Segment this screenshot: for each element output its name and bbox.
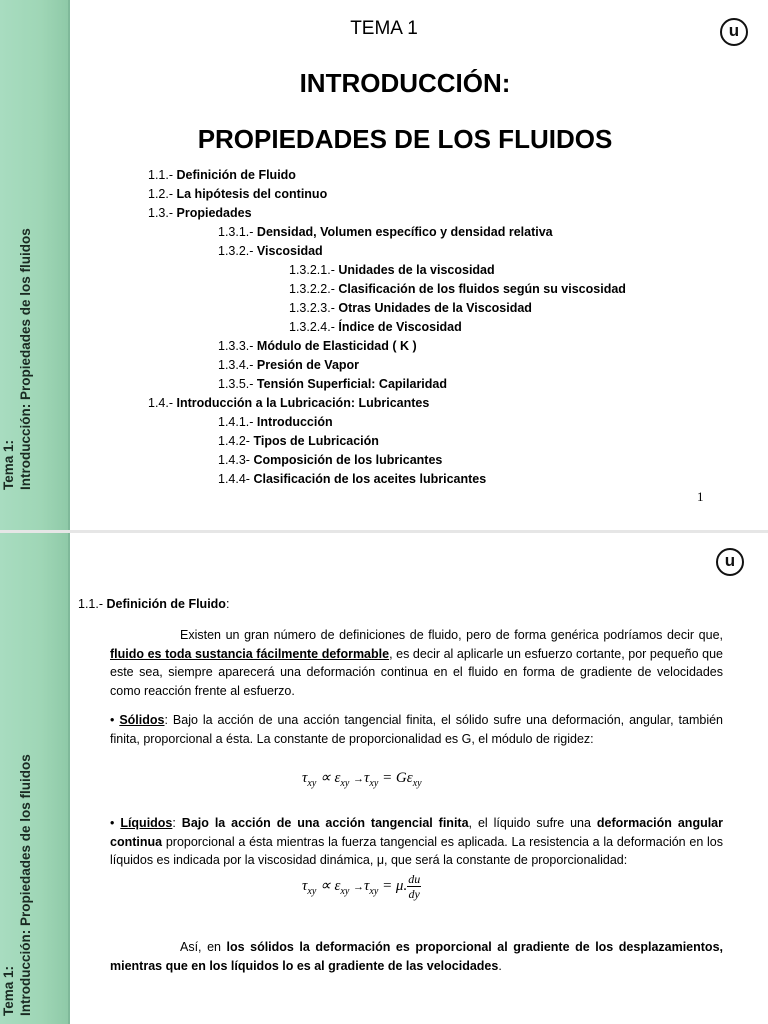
toc-item: 1.2.- La hipótesis del continuo [148, 187, 328, 201]
toc-item: 1.3.1.- Densidad, Volumen específico y densidad relativa [218, 225, 553, 239]
page-title: INTRODUCCIÓN: [299, 68, 511, 98]
university-logo-icon: u [716, 548, 744, 576]
formula-liquidos: $\tau_{xy} \propto \varepsilon_{xy} \to\tau_{xy} = \mu$. $\frac{du}{dy}$ [302, 872, 421, 901]
sidebar-label [0, 754, 34, 1016]
toc-item: 1.4.1.- Introducción [218, 415, 333, 429]
paragraph-definition: Existen un gran número de definiciones de fluido, pero de forma genérica podríamos decir que, fluido es toda sustancia fácilmente deformable, es decir al aplicarle un esfuerzo cortante, por pequeño que este sea, siempre aparecerá una deformación continua en el fluido en forma de gradiente de velocidades como reacción frente al esfuerzo. [110, 628, 723, 698]
toc-item: 1.1.- Definición de Fluido [148, 168, 296, 182]
toc-item: 1.3.- Propiedades [148, 206, 252, 220]
paragraph-conclusion: Así, en los sólidos la deformación es proporcional al gradiente de los desplazamientos, mientras que en los líquidos lo es al gradiente de las velocidades. [110, 940, 723, 973]
sidebar [0, 533, 70, 1024]
toc-item: 1.4.3- Composición de los lubricantes [218, 453, 443, 467]
section-heading: 1.1.- Definición de Fluido: [78, 597, 230, 611]
paragraph-solidos: • Sólidos: Bajo la acción de una acción tangencial finita, el sólido sufre una deformación, angular, también finita, proporcional a ésta. La constante de proporcionalidad es G, el módulo de rigidez: [110, 713, 723, 746]
paragraph-liquidos: • Líquidos: Bajo la acción de una acción tangencial finita, el líquido sufre una deformación angular continua proporcional a ésta mientras la fuerza tangencial es aplicada. La resistencia a la deformación en los líquidos es indicada por la viscosidad dinámica, μ, que será la constante de proporcionalidad: [110, 816, 723, 867]
sidebar-line-2: Introducción: Propiedades de los fluidos [18, 754, 33, 1016]
toc-item: 1.4.- Introducción a la Lubricación: Lubricantes [148, 396, 430, 410]
sidebar-line-2: Introducción: Propiedades de los fluidos [18, 228, 33, 490]
tema-heading: TEMA 1 [350, 18, 418, 39]
toc-item: 1.3.4.- Presión de Vapor [218, 358, 360, 372]
sidebar-label [0, 228, 34, 490]
page-number: 1 [697, 489, 704, 504]
toc-item: 1.3.2.2.- Clasificación de los fluidos según su viscosidad [289, 282, 626, 296]
toc-item: 1.3.2.1.- Unidades de la viscosidad [289, 263, 495, 277]
toc-item: 1.4.4- Clasificación de los aceites lubricantes [218, 472, 487, 486]
toc-item: 1.3.2.- Viscosidad [218, 244, 323, 258]
university-logo-icon: u [720, 18, 748, 46]
toc-item: 1.3.2.3.- Otras Unidades de la Viscosidad [289, 301, 532, 315]
toc-item: 1.4.2- Tipos de Lubricación [218, 434, 379, 448]
page-subtitle: PROPIEDADES DE LOS FLUIDOS [197, 124, 613, 154]
sidebar-line-1: Tema 1: [1, 439, 16, 490]
toc-item: 1.3.2.4.- Índice de Viscosidad [289, 320, 462, 334]
sidebar-line-1: Tema 1: [1, 965, 16, 1016]
toc-item: 1.3.3.- Módulo de Elasticidad ( K ) [218, 339, 417, 353]
toc-item: 1.3.5.- Tensión Superficial: Capilaridad [218, 377, 448, 391]
formula-solidos: $\tau_{xy} \propto \varepsilon_{xy} \to\tau_{xy} = G\varepsilon_{xy}$ [302, 770, 422, 789]
